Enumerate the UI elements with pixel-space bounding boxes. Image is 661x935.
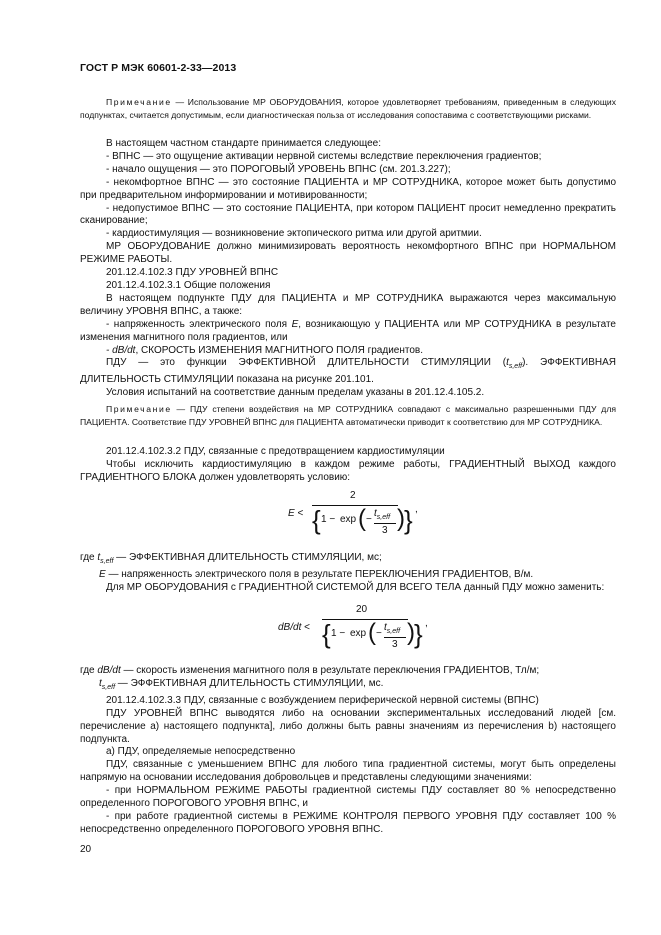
note-1: [80, 96, 616, 122]
paragraph: В настоящем подпункте ПДУ для ПАЦИЕНТА и МР СОТРУДНИКА выражаются через максимальную величину УРОВНЯ ВПНС, а также:: [80, 292, 616, 317]
where-line: где $t_{s,eff}$ — ЭФФЕКТИВНАЯ ДЛИТЕЛЬНОСТЬ СТИМУЛЯЦИИ, мс;: [80, 552, 382, 565]
where-line: где dB/dt — скорость изменения магнитного поля в результате переключения ГРАДИЕНТОВ, Тл/м;: [80, 665, 540, 676]
body-section-1: [80, 138, 616, 400]
body-section-2: [80, 446, 616, 485]
section-heading: 201.12.4.102.3.2 ПДУ, связанные с предотвращением кардиостимуляции: [106, 446, 445, 457]
paragraph: ПДУ — это функции ЭФФЕКТИВНОЙ ДЛИТЕЛЬНОСТИ СТИМУЛЯЦИИ $(t_{s,eff})$. ЭФФЕКТИВНАЯ ДЛИТЕЛЬНОСТЬ СТИМУЛЯЦИИ показана на рисунке 201.101.: [80, 357, 616, 386]
list-item: - при НОРМАЛЬНОМ РЕЖИМЕ РАБОТЫ градиентной системы ПДУ составляет 80 % непосредственно определенного ПОРОГОВОГО УРОВНЯ ВПНС, и: [80, 785, 616, 810]
paragraph: ПДУ УРОВНЕЙ ВПНС выводятся либо на основании экспериментальных исследований людей [см. перечисление а) настоящего подпункта], либо должны быть равны значениям из перечисления b) настоящего подпункта.: [80, 707, 616, 745]
list-item: - недопустимое ВПНС — это состояние ПАЦИЕНТА, при котором ПАЦИЕНТ просит немедленно прекратить сканирование;: [80, 202, 616, 227]
body-section-4: [80, 665, 616, 837]
note-text: — Использование МР ОБОРУДОВАНИЯ, которое удовлетворяет требованиям, приведенным в следующих подпунктах, считается допустимым, если диагностическая польза от исследования сопоставима с соответствующими рисками.: [80, 97, 616, 120]
list-item: - начало ощущения — это ПОРОГОВЫЙ УРОВЕНЬ ВПНС (см. 201.3.227);: [106, 163, 451, 175]
fraction-bar: [374, 523, 396, 524]
note-2: [80, 403, 616, 429]
list-item: - ВПНС — это ощущение активации нервной системы вследствие переключения градиентов;: [106, 150, 542, 162]
section-heading: а) ПДУ, определяемые непосредственно: [106, 746, 296, 758]
note-text: — ПДУ степени воздействия на МР СОТРУДНИКА совпадают с максимально разрешенными ПДУ для ПАЦИЕНТА. Соответствие ПДУ УРОВНЕЙ ВПНС для ПАЦИЕНТА автоматически приводит к соответствию для МР СОТРУДНИКА.: [80, 404, 616, 427]
body-section-3: [80, 552, 616, 595]
section-heading: 201.12.4.102.3.1 Общие положения: [106, 279, 271, 291]
fraction-bar: [312, 505, 398, 506]
note-label: Примечание: [106, 404, 172, 414]
page-number: 20: [80, 844, 92, 855]
section-heading: 201.12.4.102.3.3 ПДУ, связанные с возбуждением периферической нервной системы (ВПНС): [106, 694, 539, 706]
formula-1: E < 2 { 1 − exp ( − $t_{s,eff}$ 3 ) } ,: [288, 490, 418, 536]
list-item: - некомфортное ВПНС — это состояние ПАЦИЕНТА и МР СОТРУДНИКА, которое может быть допустимо при предварительном информировании и мотивированности;: [80, 176, 616, 201]
paragraph: Чтобы исключить кардиостимуляцию в каждом режиме работы, ГРАДИЕНТНЫЙ ВЫХОД каждого ГРАДИЕНТНОГО БЛОКА должен удовлетворять условию:: [80, 458, 616, 483]
list-item: - dB/dt, СКОРОСТЬ ИЗМЕНЕНИЯ МАГНИТНОГО ПОЛЯ градиентов.: [106, 344, 423, 356]
paragraph: МР ОБОРУДОВАНИЕ должно минимизировать вероятность некомфортного ВПНС при НОРМАЛЬНОМ РЕЖИМЕ РАБОТЫ.: [80, 241, 616, 266]
fraction-bar: [322, 619, 408, 620]
paragraph: Условия испытаний на соответствие данным пределам указаны в 201.12.4.105.2.: [106, 387, 485, 399]
paragraph: ПДУ, связанные с уменьшением ВПНС для любого типа градиентной системы, могут быть определены напрямую на основании исследования добровольцев и представлены следующими значениями:: [80, 759, 616, 784]
note-label: Примечание: [106, 97, 172, 107]
formula-2: dB/dt < 20 { 1 − exp ( − $t_{s,eff}$ 3 ) } ,: [278, 604, 428, 650]
list-item: - напряженность электрического поля E, возникающую у ПАЦИЕНТА или МР СОТРУДНИКА в результате изменения магнитного поля градиентов, или: [80, 318, 616, 343]
where-line: E — напряженность электрического поля в результате ПЕРЕКЛЮЧЕНИЯ ГРАДИЕНТОВ, В/м.: [99, 568, 534, 580]
list-item: - при работе градиентной системы в РЕЖИМЕ КОНТРОЛЯ ПЕРВОГО УРОВНЯ ПДУ составляет 100 % непосредственно определенного ПОРОГОВОГО УРОВНЯ ВПНС.: [80, 810, 616, 835]
where-line: $t_{s,eff}$ — ЭФФЕКТИВНАЯ ДЛИТЕЛЬНОСТЬ СТИМУЛЯЦИИ, мс.: [99, 677, 384, 691]
document-header: ГОСТ Р МЭК 60601-2-33—2013: [80, 62, 237, 74]
paragraph: Для МР ОБОРУДОВАНИЯ с ГРАДИЕНТНОЙ СИСТЕМОЙ ДЛЯ ВСЕГО ТЕЛА данный ПДУ можно заменить:: [106, 581, 605, 593]
list-item: - кардиостимуляция — возникновение эктопического ритма или другой аритмии.: [106, 228, 482, 240]
section-heading: 201.12.4.102.3 ПДУ УРОВНЕЙ ВПНС: [106, 267, 279, 279]
paragraph: В настоящем частном стандарте принимается следующее:: [106, 138, 382, 149]
fraction-bar: [384, 637, 406, 638]
